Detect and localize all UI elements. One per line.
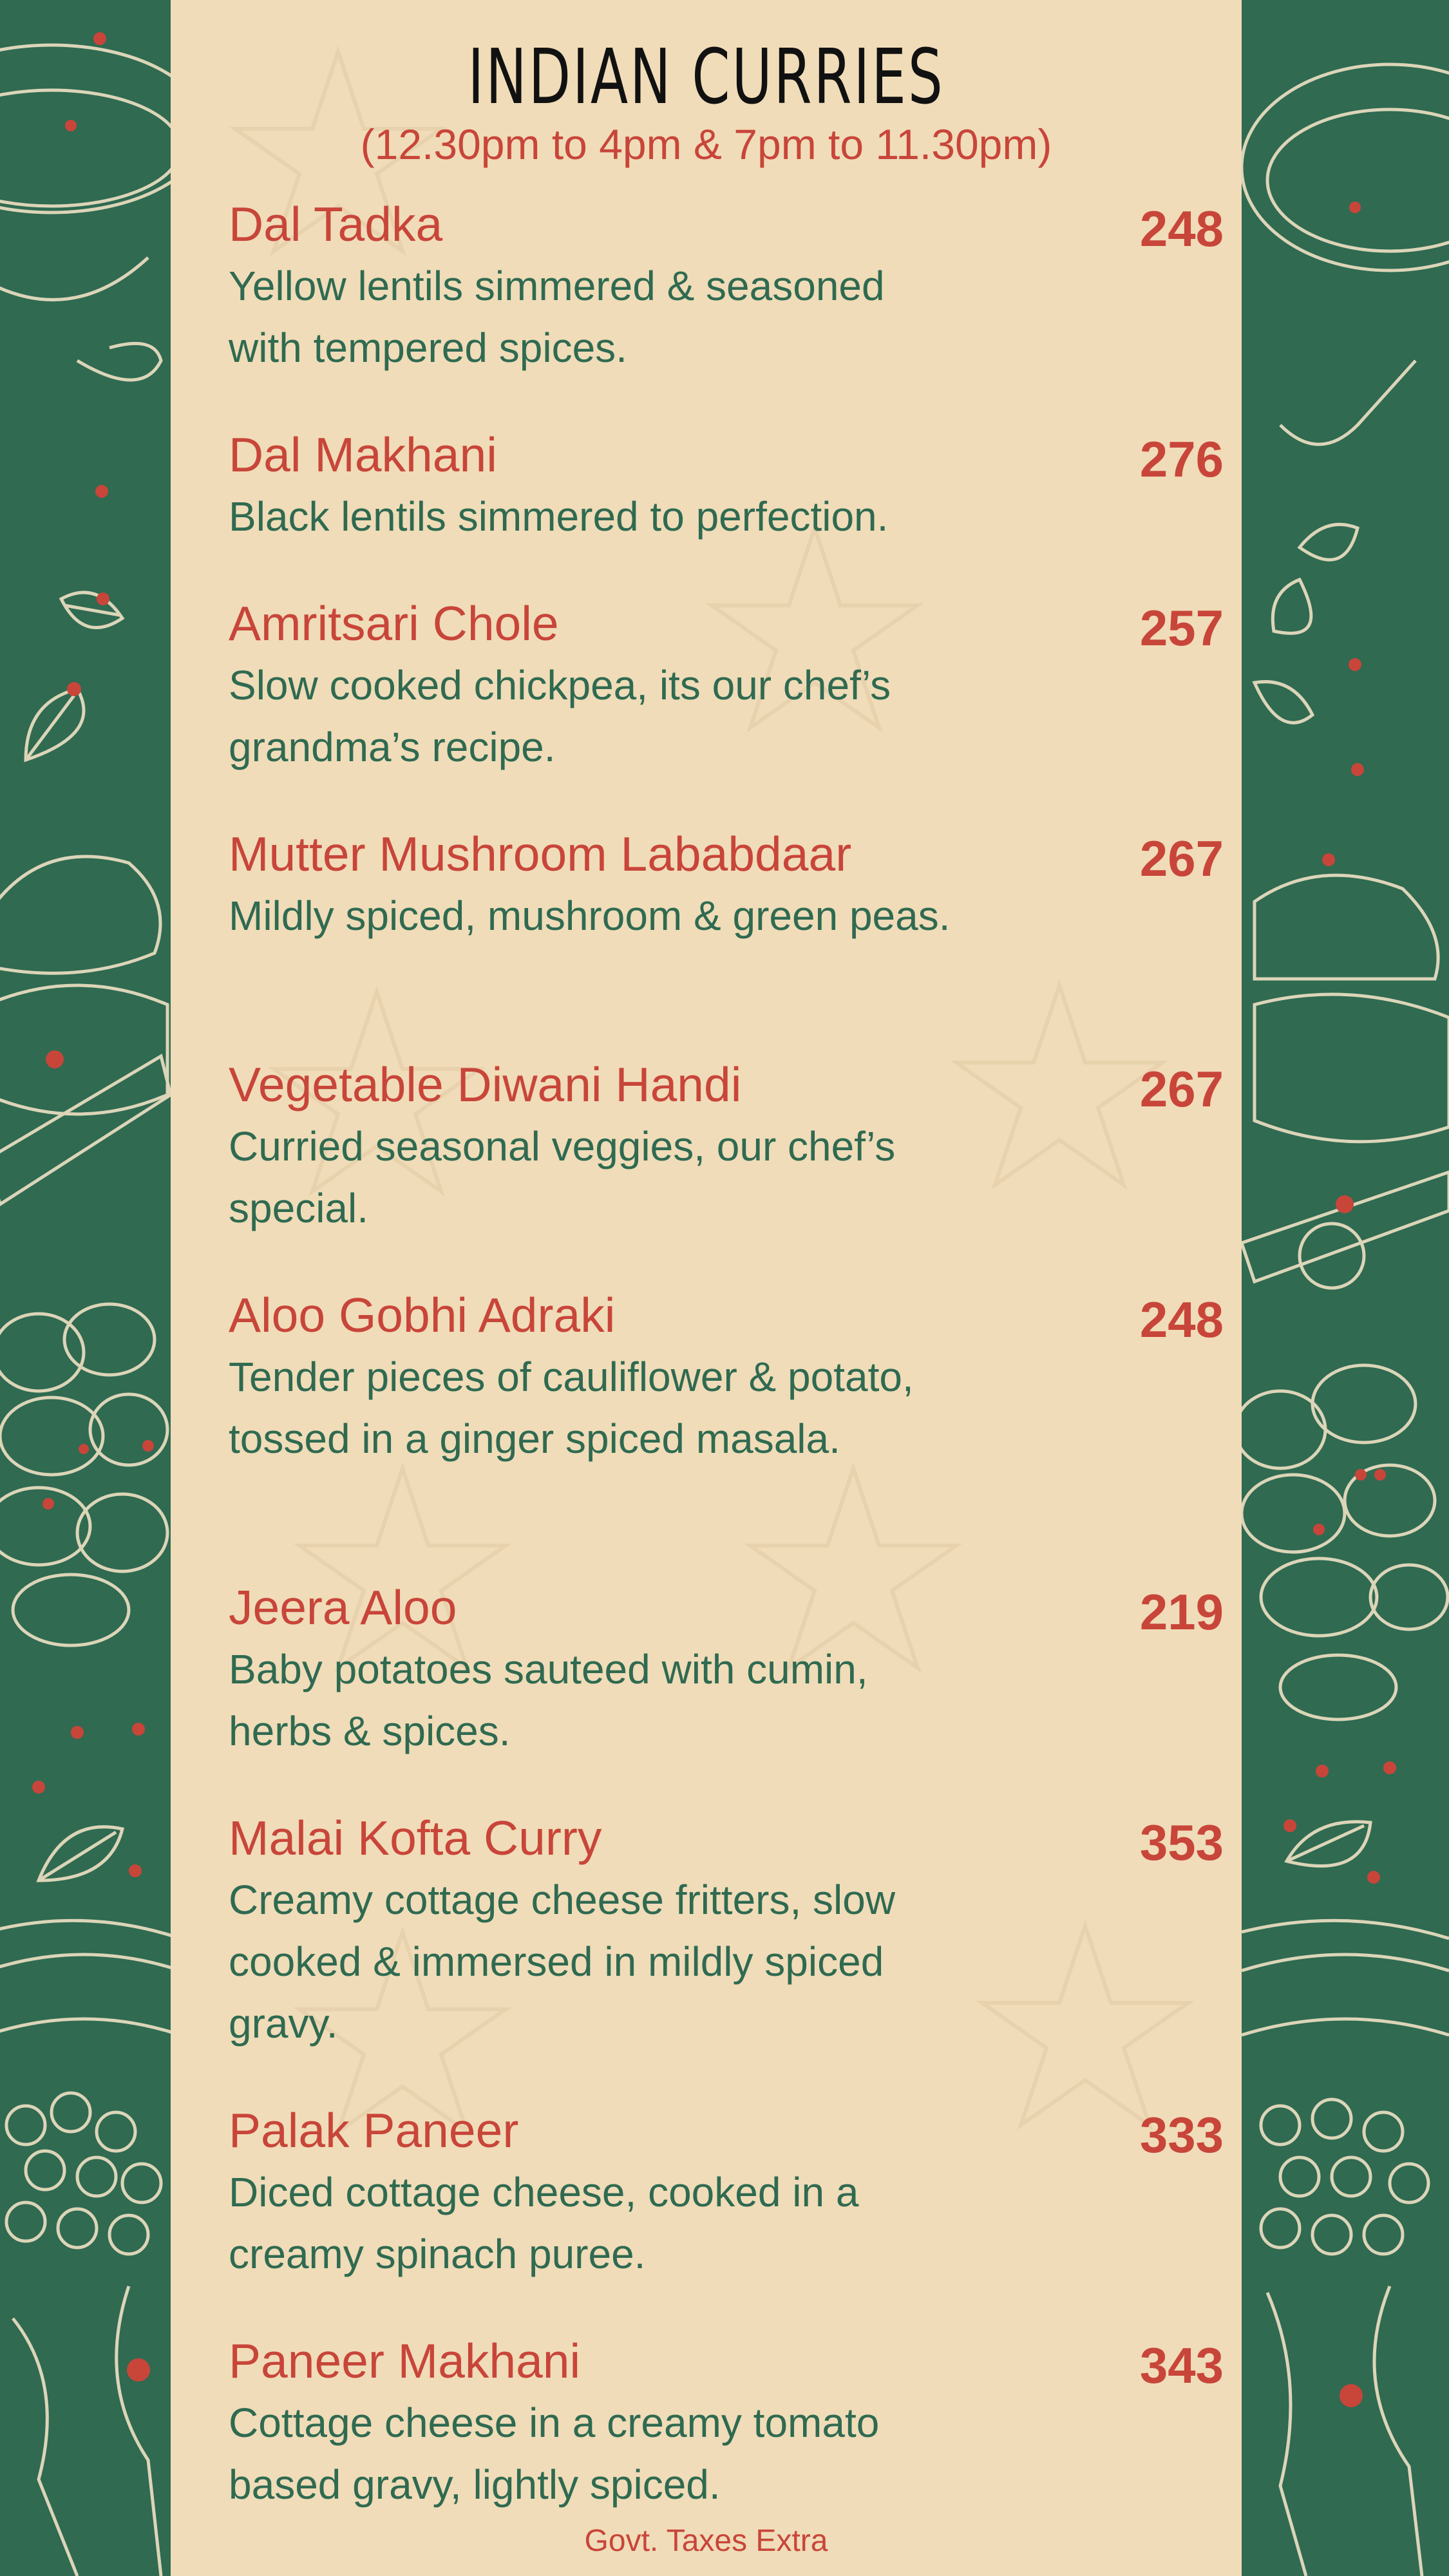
- item-price: 257: [1139, 600, 1224, 656]
- item-name: Vegetable Diwani Handi: [229, 1057, 742, 1112]
- item-description: Baby potatoes sauteed with cumin, herbs & spices.: [229, 1646, 868, 1754]
- item-description: Curried seasonal veggies, our chef’s special.: [229, 1123, 896, 1231]
- item-name: Dal Makhani: [229, 428, 497, 482]
- item-name: Paneer Makhani: [229, 2334, 581, 2388]
- menu-item: [229, 592, 1224, 778]
- taxes-note: Govt. Taxes Extra: [584, 2524, 828, 2558]
- item-price: 219: [1139, 1584, 1224, 1640]
- right-decorative-border: [1242, 0, 1449, 2576]
- menu-panel: [171, 0, 1242, 2576]
- item-description: Creamy cottage cheese fritters, slow cooked & immersed in mildly spiced gravy.: [229, 1877, 896, 2047]
- item-price: 248: [1139, 1291, 1224, 1348]
- menu-title: INDIAN CURRIES: [468, 32, 945, 121]
- item-price: 248: [1139, 200, 1224, 257]
- menu-item: [229, 1577, 1224, 1762]
- item-price: 267: [1139, 830, 1224, 887]
- menu-item: [229, 424, 1224, 547]
- item-description: Tender pieces of cauliflower & potato, tossed in a ginger spiced masala.: [229, 1354, 914, 1462]
- item-price: 267: [1139, 1061, 1224, 1117]
- item-name: Dal Tadka: [229, 197, 443, 251]
- item-description: Cottage cheese in a creamy tomato based gravy, lightly spiced.: [229, 2400, 880, 2508]
- item-description: Mildly spiced, mushroom & green peas.: [229, 893, 951, 939]
- item-description: Black lentils simmered to perfection.: [229, 493, 889, 540]
- food-sketch-illustration-left: [0, 0, 171, 2576]
- menu-item: [229, 1054, 1224, 1239]
- item-name: Jeera Aloo: [229, 1580, 457, 1634]
- item-description: Diced cottage cheese, cooked in a creamy spinach puree.: [229, 2169, 859, 2277]
- menu-item: [229, 193, 1224, 379]
- serving-hours: (12.30pm to 4pm & 7pm to 11.30pm): [360, 120, 1052, 168]
- food-sketch-illustration-right: [1242, 0, 1449, 2576]
- menu-item: [229, 1807, 1224, 2054]
- item-name: Amritsari Chole: [229, 596, 559, 650]
- item-price: 333: [1139, 2107, 1224, 2163]
- item-name: Malai Kofta Curry: [229, 1811, 602, 1865]
- menu-item: [229, 2099, 1224, 2285]
- menu-item: [229, 1284, 1224, 1470]
- item-name: Aloo Gobhi Adraki: [229, 1288, 616, 1342]
- item-price: 353: [1139, 1814, 1224, 1871]
- menu-item: [229, 2330, 1224, 2515]
- item-name: Palak Paneer: [229, 2103, 519, 2157]
- menu-item: [229, 823, 1224, 947]
- item-name: Mutter Mushroom Lababdaar: [229, 827, 852, 881]
- item-price: 343: [1139, 2337, 1224, 2394]
- left-decorative-border: [0, 0, 171, 2576]
- item-description: Slow cooked chickpea, its our chef’s grandma’s recipe.: [229, 662, 891, 770]
- item-price: 276: [1139, 431, 1224, 488]
- item-description: Yellow lentils simmered & seasoned with tempered spices.: [229, 263, 885, 371]
